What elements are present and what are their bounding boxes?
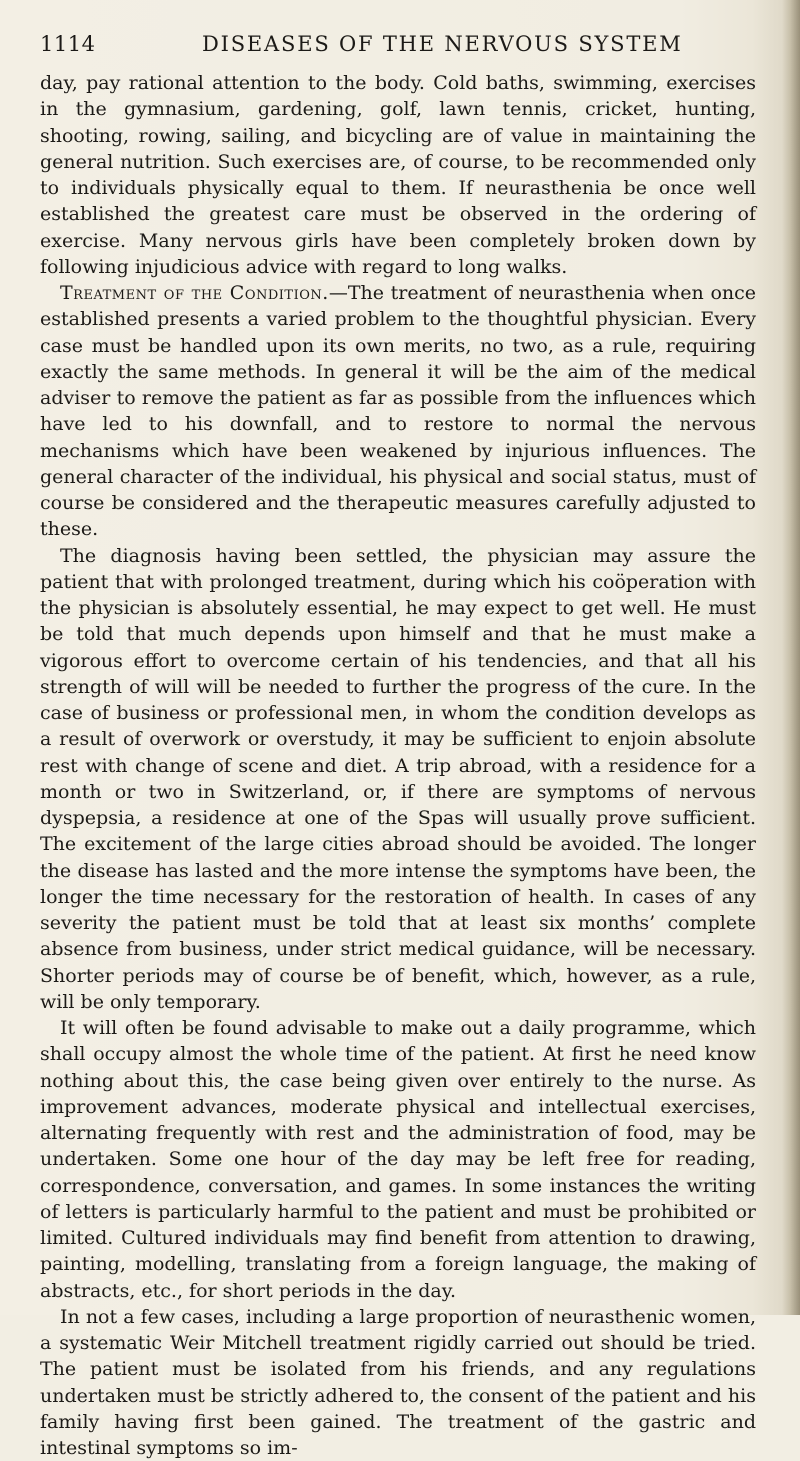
paragraph-text: —The treatment of neurasthenia when once established presents a varied problem to the thoughtful physician. Every case must be handled upon its own merits, no two, as a rule, requiring exactly the same methods. In general it will be the aim of the medical adviser to remove the patient as far as possible from the influences which have led to his downfall, and to restore to normal the nervous mechanisms which have been weakened by injurious influences. The general character of the individual, his physical and social status, must of course be considered and the therapeutic measures carefully adjusted to these. [40,282,757,541]
paragraph-treatment [40,280,756,543]
paragraph: day, pay rational attention to the body. Cold baths, swimming, exercises in the gymnasium, gardening, golf, lawn tennis, cricket, hunting, shooting, rowing, sailing, and bicycling are of value in maintaining the general nutrition. Such exercises are, of course, to be recommended only to individuals physically equal to them. If neurasthenia be once well established the greatest care must be observed in the ordering of exercise. Many nervous girls have been completely broken down by following injudicious advice with regard to long walks. [40,72,756,278]
paragraph: In not a few cases, including a large proportion of neurasthenic women, a systematic Weir Mitchell treatment rigidly carried out should be tried. The patient must be isolated from his friends, and any regulations undertaken must be strictly adhered to, the consent of the patient and his family having first been gained. The treatment of the gastric and intestinal symptoms so im- [40,1305,756,1459]
paragraph: It will often be found advisable to make out a daily programme, which shall occupy almost the whole time of the patient. At first he need know nothing about this, the case being given over entirely to the nurse. As improvement advances, moderate physical and intellectual exercises, alternating frequently with rest and the administration of food, may be undertaken. Some one hour of the day may be left free for reading, correspondence, conversation, and games. In some instances the writing of letters is particularly harmful to the patient and must be prohibited or limited. Cultured individuals may find benefit from attention to drawing, painting, modelling, translating from a foreign language, the making of abstracts, etc., for short periods in the day. [40,1017,756,1302]
body-text [40,70,756,1461]
paragraph: The diagnosis having been settled, the physician may assure the patient that with prolonged treatment, during which his coöperation with the physician is absolutely essential, he may expect to get well. He must be told that much depends upon himself and that he must make a vigorous effort to overcome certain of his tendencies, and that all his strength of will will be needed to further the progress of the cure. In the case of business or professional men, in whom the condition develops as a result of overwork or overstudy, it may be sufficient to enjoin absolute rest with change of scene and diet. A trip abroad, with a residence for a month or two in Switzerland, or, if there are symptoms of nervous dyspepsia, a residence at one of the Spas will usually prove sufficient. The excitement of the large cities abroad should be avoided. The longer the disease has lasted and the more intense the symptoms have been, the longer the time necessary for the restoration of health. In cases of any severity the patient must be told that at least six months’ complete absence from business, under strict medical guidance, will be necessary. Shorter periods may of course be of benefit, which, however, as a rule, will be only temporary. [40,544,756,1013]
running-title: DISEASES OF THE NERVOUS SYSTEM [202,32,683,56]
section-heading: Treatment of the Condition. [60,282,329,304]
page-edge-shadow [782,0,800,1315]
page-number: 1114 [40,32,96,56]
page-header [30,32,770,62]
